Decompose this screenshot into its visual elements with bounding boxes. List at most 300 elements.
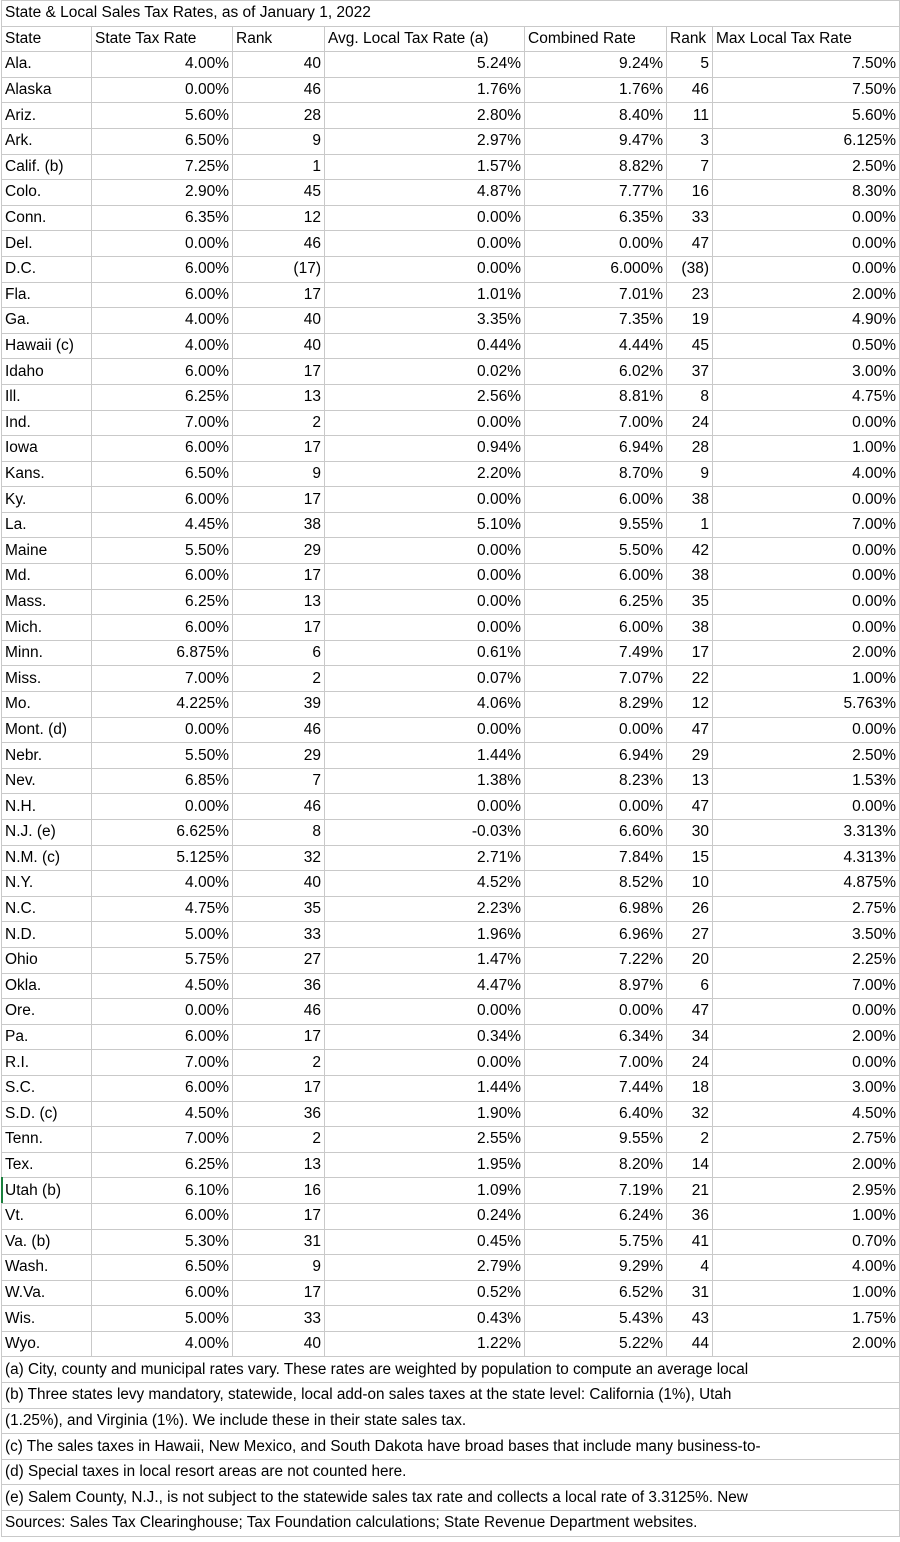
cell-combined-rate[interactable]: 9.47% (525, 128, 667, 154)
cell-state-tax-rate[interactable]: 6.25% (92, 589, 233, 615)
cell-state[interactable]: Ariz. (2, 103, 92, 129)
cell-max-local-tax-rate[interactable]: 0.70% (713, 1229, 900, 1255)
cell-max-local-tax-rate[interactable]: 7.00% (713, 973, 900, 999)
cell-state-rank[interactable]: 46 (233, 794, 325, 820)
cell-state-tax-rate[interactable]: 6.50% (92, 128, 233, 154)
cell-max-local-tax-rate[interactable]: 0.00% (713, 410, 900, 436)
cell-state[interactable]: Minn. (2, 640, 92, 666)
cell-state-rank[interactable]: 13 (233, 1152, 325, 1178)
cell-max-local-tax-rate[interactable]: 7.50% (713, 52, 900, 78)
cell-state[interactable]: Pa. (2, 1024, 92, 1050)
cell-combined-rank[interactable]: 9 (667, 461, 713, 487)
cell-state[interactable]: N.M. (c) (2, 845, 92, 871)
cell-max-local-tax-rate[interactable]: 3.00% (713, 1075, 900, 1101)
cell-avg-local-tax-rate[interactable]: 0.00% (325, 717, 525, 743)
cell-max-local-tax-rate[interactable]: 7.00% (713, 512, 900, 538)
cell-avg-local-tax-rate[interactable]: 0.00% (325, 999, 525, 1025)
cell-max-local-tax-rate[interactable]: 0.00% (713, 231, 900, 257)
cell-state-tax-rate[interactable]: 6.50% (92, 461, 233, 487)
cell-state-rank[interactable]: (17) (233, 256, 325, 282)
cell-state[interactable]: Okla. (2, 973, 92, 999)
cell-combined-rate[interactable]: 8.20% (525, 1152, 667, 1178)
cell-max-local-tax-rate[interactable]: 2.00% (713, 1331, 900, 1357)
cell-state[interactable]: Colo. (2, 180, 92, 206)
cell-combined-rate[interactable]: 6.25% (525, 589, 667, 615)
cell-combined-rank[interactable]: (38) (667, 256, 713, 282)
cell-avg-local-tax-rate[interactable]: 2.97% (325, 128, 525, 154)
cell-max-local-tax-rate[interactable]: 2.50% (713, 743, 900, 769)
cell-avg-local-tax-rate[interactable]: 0.00% (325, 256, 525, 282)
cell-combined-rank[interactable]: 6 (667, 973, 713, 999)
cell-state-rank[interactable]: 9 (233, 1255, 325, 1281)
cell-state[interactable]: Nev. (2, 768, 92, 794)
cell-combined-rank[interactable]: 5 (667, 52, 713, 78)
cell-state[interactable]: Ga. (2, 308, 92, 334)
cell-max-local-tax-rate[interactable]: 0.00% (713, 794, 900, 820)
cell-combined-rank[interactable]: 38 (667, 615, 713, 641)
cell-combined-rank[interactable]: 44 (667, 1331, 713, 1357)
cell-state[interactable]: Mich. (2, 615, 92, 641)
cell-state[interactable]: Conn. (2, 205, 92, 231)
cell-state-rank[interactable]: 32 (233, 845, 325, 871)
cell-state-rank[interactable]: 17 (233, 282, 325, 308)
cell-avg-local-tax-rate[interactable]: 0.45% (325, 1229, 525, 1255)
cell-combined-rate[interactable]: 7.49% (525, 640, 667, 666)
cell-state[interactable]: Ky. (2, 487, 92, 513)
cell-avg-local-tax-rate[interactable]: 1.47% (325, 947, 525, 973)
cell-max-local-tax-rate[interactable]: 4.75% (713, 384, 900, 410)
cell-combined-rate[interactable]: 0.00% (525, 231, 667, 257)
table-title[interactable]: State & Local Sales Tax Rates, as of January 1, 2022 (2, 1, 900, 27)
cell-combined-rank[interactable]: 2 (667, 1127, 713, 1153)
cell-avg-local-tax-rate[interactable]: 1.95% (325, 1152, 525, 1178)
cell-state-tax-rate[interactable]: 6.00% (92, 282, 233, 308)
cell-avg-local-tax-rate[interactable]: 1.38% (325, 768, 525, 794)
cell-state-tax-rate[interactable]: 5.60% (92, 103, 233, 129)
footnote[interactable]: (c) The sales taxes in Hawaii, New Mexico, and South Dakota have broad bases that include many business-to- (2, 1434, 900, 1460)
cell-combined-rate[interactable]: 6.52% (525, 1280, 667, 1306)
cell-avg-local-tax-rate[interactable]: 2.79% (325, 1255, 525, 1281)
cell-combined-rank[interactable]: 12 (667, 692, 713, 718)
cell-combined-rank[interactable]: 10 (667, 871, 713, 897)
cell-combined-rate[interactable]: 6.60% (525, 820, 667, 846)
cell-combined-rank[interactable]: 21 (667, 1178, 713, 1204)
cell-avg-local-tax-rate[interactable]: 4.47% (325, 973, 525, 999)
cell-state-tax-rate[interactable]: 4.00% (92, 52, 233, 78)
cell-avg-local-tax-rate[interactable]: 1.44% (325, 743, 525, 769)
cell-state[interactable]: Wyo. (2, 1331, 92, 1357)
cell-combined-rate[interactable]: 8.23% (525, 768, 667, 794)
cell-combined-rate[interactable]: 8.52% (525, 871, 667, 897)
cell-state-tax-rate[interactable]: 0.00% (92, 717, 233, 743)
cell-max-local-tax-rate[interactable]: 3.00% (713, 359, 900, 385)
cell-state-rank[interactable]: 40 (233, 871, 325, 897)
cell-state-tax-rate[interactable]: 7.00% (92, 1127, 233, 1153)
cell-max-local-tax-rate[interactable]: 1.00% (713, 1203, 900, 1229)
cell-combined-rank[interactable]: 19 (667, 308, 713, 334)
cell-state-tax-rate[interactable]: 0.00% (92, 999, 233, 1025)
cell-state-tax-rate[interactable]: 6.85% (92, 768, 233, 794)
cell-max-local-tax-rate[interactable]: 4.50% (713, 1101, 900, 1127)
cell-avg-local-tax-rate[interactable]: 2.80% (325, 103, 525, 129)
cell-combined-rate[interactable]: 8.29% (525, 692, 667, 718)
cell-combined-rank[interactable]: 24 (667, 1050, 713, 1076)
cell-state[interactable]: Mass. (2, 589, 92, 615)
cell-combined-rank[interactable]: 45 (667, 333, 713, 359)
cell-combined-rank[interactable]: 47 (667, 794, 713, 820)
cell-avg-local-tax-rate[interactable]: 0.43% (325, 1306, 525, 1332)
cell-state-rank[interactable]: 7 (233, 768, 325, 794)
cell-avg-local-tax-rate[interactable]: 0.52% (325, 1280, 525, 1306)
cell-combined-rate[interactable]: 5.43% (525, 1306, 667, 1332)
cell-state[interactable]: D.C. (2, 256, 92, 282)
footnote[interactable]: (e) Salem County, N.J., is not subject to the statewide sales tax rate and collects a local rate of 3.3125%. New (2, 1485, 900, 1511)
cell-state-tax-rate[interactable]: 6.35% (92, 205, 233, 231)
cell-combined-rate[interactable]: 9.55% (525, 1127, 667, 1153)
cell-state[interactable]: Nebr. (2, 743, 92, 769)
cell-combined-rank[interactable]: 30 (667, 820, 713, 846)
cell-state[interactable]: Mo. (2, 692, 92, 718)
cell-max-local-tax-rate[interactable]: 2.75% (713, 1127, 900, 1153)
cell-combined-rate[interactable]: 7.77% (525, 180, 667, 206)
cell-state[interactable]: S.C. (2, 1075, 92, 1101)
cell-state-tax-rate[interactable]: 5.50% (92, 538, 233, 564)
cell-state-rank[interactable]: 45 (233, 180, 325, 206)
cell-state-tax-rate[interactable]: 6.875% (92, 640, 233, 666)
cell-max-local-tax-rate[interactable]: 2.00% (713, 1152, 900, 1178)
cell-combined-rate[interactable]: 9.55% (525, 512, 667, 538)
cell-avg-local-tax-rate[interactable]: 0.00% (325, 538, 525, 564)
cell-avg-local-tax-rate[interactable]: 2.56% (325, 384, 525, 410)
cell-avg-local-tax-rate[interactable]: 0.00% (325, 1050, 525, 1076)
cell-max-local-tax-rate[interactable]: 0.00% (713, 1050, 900, 1076)
cell-avg-local-tax-rate[interactable]: 5.10% (325, 512, 525, 538)
cell-combined-rate[interactable]: 6.98% (525, 896, 667, 922)
cell-state-tax-rate[interactable]: 2.90% (92, 180, 233, 206)
cell-combined-rank[interactable]: 28 (667, 436, 713, 462)
cell-avg-local-tax-rate[interactable]: -0.03% (325, 820, 525, 846)
footnote[interactable]: (a) City, county and municipal rates vary. These rates are weighted by population to compute an average local (2, 1357, 900, 1383)
cell-avg-local-tax-rate[interactable]: 4.06% (325, 692, 525, 718)
cell-max-local-tax-rate[interactable]: 3.50% (713, 922, 900, 948)
cell-combined-rate[interactable]: 7.35% (525, 308, 667, 334)
cell-combined-rank[interactable]: 1 (667, 512, 713, 538)
cell-state-rank[interactable]: 38 (233, 512, 325, 538)
cell-max-local-tax-rate[interactable]: 4.90% (713, 308, 900, 334)
cell-combined-rank[interactable]: 20 (667, 947, 713, 973)
cell-state-rank[interactable]: 40 (233, 1331, 325, 1357)
cell-avg-local-tax-rate[interactable]: 2.20% (325, 461, 525, 487)
cell-state-rank[interactable]: 9 (233, 461, 325, 487)
cell-state[interactable]: Wash. (2, 1255, 92, 1281)
cell-state-rank[interactable]: 39 (233, 692, 325, 718)
cell-state-tax-rate[interactable]: 4.50% (92, 973, 233, 999)
cell-state[interactable]: Maine (2, 538, 92, 564)
cell-state-rank[interactable]: 46 (233, 999, 325, 1025)
cell-max-local-tax-rate[interactable]: 0.00% (713, 256, 900, 282)
cell-combined-rate[interactable]: 5.22% (525, 1331, 667, 1357)
cell-state-tax-rate[interactable]: 6.00% (92, 1203, 233, 1229)
cell-max-local-tax-rate[interactable]: 2.00% (713, 640, 900, 666)
cell-state-tax-rate[interactable]: 4.225% (92, 692, 233, 718)
cell-state-rank[interactable]: 2 (233, 410, 325, 436)
cell-state-rank[interactable]: 17 (233, 1024, 325, 1050)
cell-max-local-tax-rate[interactable]: 0.00% (713, 999, 900, 1025)
cell-state[interactable]: Calif. (b) (2, 154, 92, 180)
cell-combined-rate[interactable]: 7.07% (525, 666, 667, 692)
cell-combined-rank[interactable]: 7 (667, 154, 713, 180)
cell-combined-rank[interactable]: 27 (667, 922, 713, 948)
cell-max-local-tax-rate[interactable]: 4.00% (713, 1255, 900, 1281)
cell-max-local-tax-rate[interactable]: 1.00% (713, 666, 900, 692)
footnote[interactable]: (d) Special taxes in local resort areas are not counted here. (2, 1459, 900, 1485)
cell-max-local-tax-rate[interactable]: 4.875% (713, 871, 900, 897)
cell-max-local-tax-rate[interactable]: 0.00% (713, 205, 900, 231)
cell-max-local-tax-rate[interactable]: 4.313% (713, 845, 900, 871)
cell-combined-rate[interactable]: 6.34% (525, 1024, 667, 1050)
cell-combined-rank[interactable]: 36 (667, 1203, 713, 1229)
cell-state[interactable]: Ind. (2, 410, 92, 436)
cell-avg-local-tax-rate[interactable]: 3.35% (325, 308, 525, 334)
cell-avg-local-tax-rate[interactable]: 1.44% (325, 1075, 525, 1101)
cell-combined-rank[interactable]: 4 (667, 1255, 713, 1281)
cell-combined-rank[interactable]: 37 (667, 359, 713, 385)
cell-state[interactable]: Tex. (2, 1152, 92, 1178)
cell-avg-local-tax-rate[interactable]: 0.00% (325, 564, 525, 590)
footnote[interactable]: (b) Three states levy mandatory, statewide, local add-on sales taxes at the state level: California (1%), Utah (2, 1383, 900, 1409)
cell-state-tax-rate[interactable]: 5.125% (92, 845, 233, 871)
cell-state-rank[interactable]: 40 (233, 333, 325, 359)
cell-combined-rank[interactable]: 42 (667, 538, 713, 564)
cell-avg-local-tax-rate[interactable]: 1.57% (325, 154, 525, 180)
cell-combined-rate[interactable]: 1.76% (525, 77, 667, 103)
cell-combined-rate[interactable]: 4.44% (525, 333, 667, 359)
cell-max-local-tax-rate[interactable]: 7.50% (713, 77, 900, 103)
cell-avg-local-tax-rate[interactable]: 0.07% (325, 666, 525, 692)
cell-combined-rank[interactable]: 43 (667, 1306, 713, 1332)
cell-combined-rate[interactable]: 8.81% (525, 384, 667, 410)
cell-avg-local-tax-rate[interactable]: 1.90% (325, 1101, 525, 1127)
cell-combined-rate[interactable]: 6.94% (525, 436, 667, 462)
cell-state[interactable]: Idaho (2, 359, 92, 385)
cell-state-rank[interactable]: 1 (233, 154, 325, 180)
cell-combined-rate[interactable]: 7.84% (525, 845, 667, 871)
cell-avg-local-tax-rate[interactable]: 1.96% (325, 922, 525, 948)
cell-state-tax-rate[interactable]: 0.00% (92, 794, 233, 820)
cell-state-tax-rate[interactable]: 5.00% (92, 922, 233, 948)
cell-combined-rate[interactable]: 6.94% (525, 743, 667, 769)
cell-combined-rate[interactable]: 0.00% (525, 717, 667, 743)
cell-state[interactable]: Wis. (2, 1306, 92, 1332)
cell-max-local-tax-rate[interactable]: 1.75% (713, 1306, 900, 1332)
cell-avg-local-tax-rate[interactable]: 1.01% (325, 282, 525, 308)
cell-combined-rank[interactable]: 47 (667, 717, 713, 743)
cell-avg-local-tax-rate[interactable]: 1.09% (325, 1178, 525, 1204)
cell-max-local-tax-rate[interactable]: 0.00% (713, 538, 900, 564)
cell-state[interactable]: N.Y. (2, 871, 92, 897)
cell-state-tax-rate[interactable]: 6.00% (92, 564, 233, 590)
cell-max-local-tax-rate[interactable]: 2.25% (713, 947, 900, 973)
cell-avg-local-tax-rate[interactable]: 0.34% (325, 1024, 525, 1050)
cell-state-rank[interactable]: 2 (233, 1050, 325, 1076)
cell-state-tax-rate[interactable]: 5.30% (92, 1229, 233, 1255)
cell-state-rank[interactable]: 17 (233, 359, 325, 385)
cell-combined-rank[interactable]: 16 (667, 180, 713, 206)
cell-state[interactable]: Tenn. (2, 1127, 92, 1153)
cell-avg-local-tax-rate[interactable]: 5.24% (325, 52, 525, 78)
cell-state-rank[interactable]: 31 (233, 1229, 325, 1255)
cell-state-rank[interactable]: 33 (233, 922, 325, 948)
cell-combined-rate[interactable]: 5.50% (525, 538, 667, 564)
cell-state-tax-rate[interactable]: 6.00% (92, 1075, 233, 1101)
cell-combined-rank[interactable]: 24 (667, 410, 713, 436)
cell-combined-rate[interactable]: 7.01% (525, 282, 667, 308)
cell-avg-local-tax-rate[interactable]: 4.87% (325, 180, 525, 206)
cell-combined-rate[interactable]: 6.000% (525, 256, 667, 282)
cell-state-tax-rate[interactable]: 6.50% (92, 1255, 233, 1281)
cell-state[interactable]: Hawaii (c) (2, 333, 92, 359)
cell-max-local-tax-rate[interactable]: 1.00% (713, 436, 900, 462)
cell-state-rank[interactable]: 36 (233, 1101, 325, 1127)
cell-state-tax-rate[interactable]: 7.00% (92, 666, 233, 692)
cell-state-rank[interactable]: 17 (233, 436, 325, 462)
cell-combined-rate[interactable]: 9.29% (525, 1255, 667, 1281)
cell-state-tax-rate[interactable]: 6.00% (92, 436, 233, 462)
cell-combined-rank[interactable]: 8 (667, 384, 713, 410)
cell-state-tax-rate[interactable]: 6.00% (92, 615, 233, 641)
cell-max-local-tax-rate[interactable]: 4.00% (713, 461, 900, 487)
cell-state-rank[interactable]: 17 (233, 615, 325, 641)
cell-combined-rate[interactable]: 7.44% (525, 1075, 667, 1101)
cell-avg-local-tax-rate[interactable]: 0.61% (325, 640, 525, 666)
cell-combined-rank[interactable]: 31 (667, 1280, 713, 1306)
cell-state-rank[interactable]: 9 (233, 128, 325, 154)
cell-combined-rate[interactable]: 8.82% (525, 154, 667, 180)
cell-combined-rank[interactable]: 23 (667, 282, 713, 308)
header-cell-state-tax-rate[interactable]: State Tax Rate (92, 26, 233, 52)
cell-combined-rate[interactable]: 9.24% (525, 52, 667, 78)
cell-max-local-tax-rate[interactable]: 8.30% (713, 180, 900, 206)
cell-combined-rank[interactable]: 47 (667, 999, 713, 1025)
cell-state-rank[interactable]: 36 (233, 973, 325, 999)
cell-max-local-tax-rate[interactable]: 2.95% (713, 1178, 900, 1204)
header-cell-avg-local-tax-rate[interactable]: Avg. Local Tax Rate (a) (325, 26, 525, 52)
header-cell-combined-rate[interactable]: Combined Rate (525, 26, 667, 52)
cell-combined-rate[interactable]: 6.96% (525, 922, 667, 948)
cell-state-rank[interactable]: 28 (233, 103, 325, 129)
cell-avg-local-tax-rate[interactable]: 0.00% (325, 589, 525, 615)
cell-combined-rate[interactable]: 0.00% (525, 794, 667, 820)
cell-state[interactable]: S.D. (c) (2, 1101, 92, 1127)
cell-state-tax-rate[interactable]: 7.25% (92, 154, 233, 180)
cell-state-rank[interactable]: 6 (233, 640, 325, 666)
cell-state-tax-rate[interactable]: 4.00% (92, 333, 233, 359)
cell-state-rank[interactable]: 46 (233, 717, 325, 743)
cell-state[interactable]: R.I. (2, 1050, 92, 1076)
cell-combined-rank[interactable]: 47 (667, 231, 713, 257)
cell-state-rank[interactable]: 46 (233, 77, 325, 103)
cell-state[interactable]: N.J. (e) (2, 820, 92, 846)
cell-state[interactable]: Md. (2, 564, 92, 590)
cell-avg-local-tax-rate[interactable]: 4.52% (325, 871, 525, 897)
cell-combined-rate[interactable]: 8.70% (525, 461, 667, 487)
cell-max-local-tax-rate[interactable]: 3.313% (713, 820, 900, 846)
cell-state-tax-rate[interactable]: 6.00% (92, 1280, 233, 1306)
cell-state[interactable]: Mont. (d) (2, 717, 92, 743)
cell-combined-rate[interactable]: 6.02% (525, 359, 667, 385)
cell-max-local-tax-rate[interactable]: 0.00% (713, 487, 900, 513)
cell-avg-local-tax-rate[interactable]: 2.55% (325, 1127, 525, 1153)
cell-state[interactable]: N.H. (2, 794, 92, 820)
cell-combined-rank[interactable]: 29 (667, 743, 713, 769)
cell-state-tax-rate[interactable]: 5.50% (92, 743, 233, 769)
cell-state[interactable]: Ohio (2, 947, 92, 973)
cell-state[interactable]: N.D. (2, 922, 92, 948)
cell-combined-rank[interactable]: 46 (667, 77, 713, 103)
cell-state-tax-rate[interactable]: 6.25% (92, 1152, 233, 1178)
cell-state[interactable]: N.C. (2, 896, 92, 922)
cell-combined-rank[interactable]: 33 (667, 205, 713, 231)
cell-state-tax-rate[interactable]: 6.625% (92, 820, 233, 846)
cell-state-rank[interactable]: 33 (233, 1306, 325, 1332)
cell-state-tax-rate[interactable]: 0.00% (92, 231, 233, 257)
cell-state-tax-rate[interactable]: 4.00% (92, 1331, 233, 1357)
cell-state[interactable]: Ore. (2, 999, 92, 1025)
header-cell-combined-rank[interactable]: Rank (667, 26, 713, 52)
cell-combined-rate[interactable]: 8.97% (525, 973, 667, 999)
cell-max-local-tax-rate[interactable]: 2.75% (713, 896, 900, 922)
cell-avg-local-tax-rate[interactable]: 0.00% (325, 231, 525, 257)
cell-state-rank[interactable]: 17 (233, 1280, 325, 1306)
cell-state-tax-rate[interactable]: 6.00% (92, 487, 233, 513)
cell-combined-rank[interactable]: 38 (667, 564, 713, 590)
cell-combined-rate[interactable]: 8.40% (525, 103, 667, 129)
cell-max-local-tax-rate[interactable]: 1.53% (713, 768, 900, 794)
cell-combined-rate[interactable]: 7.00% (525, 1050, 667, 1076)
cell-avg-local-tax-rate[interactable]: 1.22% (325, 1331, 525, 1357)
cell-state[interactable]: Utah (b) (2, 1178, 92, 1204)
cell-combined-rank[interactable]: 35 (667, 589, 713, 615)
cell-combined-rank[interactable]: 18 (667, 1075, 713, 1101)
cell-combined-rank[interactable]: 3 (667, 128, 713, 154)
cell-avg-local-tax-rate[interactable]: 0.00% (325, 615, 525, 641)
cell-combined-rank[interactable]: 32 (667, 1101, 713, 1127)
cell-state[interactable]: Alaska (2, 77, 92, 103)
cell-combined-rank[interactable]: 15 (667, 845, 713, 871)
cell-max-local-tax-rate[interactable]: 5.60% (713, 103, 900, 129)
cell-max-local-tax-rate[interactable]: 1.00% (713, 1280, 900, 1306)
cell-combined-rank[interactable]: 14 (667, 1152, 713, 1178)
cell-state-tax-rate[interactable]: 4.00% (92, 871, 233, 897)
cell-state-rank[interactable]: 17 (233, 1075, 325, 1101)
cell-combined-rate[interactable]: 6.35% (525, 205, 667, 231)
cell-state[interactable]: Ill. (2, 384, 92, 410)
header-cell-max-local-tax-rate[interactable]: Max Local Tax Rate (713, 26, 900, 52)
cell-state-tax-rate[interactable]: 0.00% (92, 77, 233, 103)
cell-state-tax-rate[interactable]: 6.10% (92, 1178, 233, 1204)
cell-state[interactable]: W.Va. (2, 1280, 92, 1306)
cell-state-rank[interactable]: 27 (233, 947, 325, 973)
cell-state-rank[interactable]: 35 (233, 896, 325, 922)
cell-state-rank[interactable]: 13 (233, 384, 325, 410)
cell-max-local-tax-rate[interactable]: 2.50% (713, 154, 900, 180)
cell-state[interactable]: Iowa (2, 436, 92, 462)
cell-state-rank[interactable]: 40 (233, 52, 325, 78)
cell-avg-local-tax-rate[interactable]: 2.23% (325, 896, 525, 922)
cell-combined-rate[interactable]: 7.22% (525, 947, 667, 973)
cell-combined-rank[interactable]: 34 (667, 1024, 713, 1050)
cell-combined-rate[interactable]: 6.00% (525, 487, 667, 513)
